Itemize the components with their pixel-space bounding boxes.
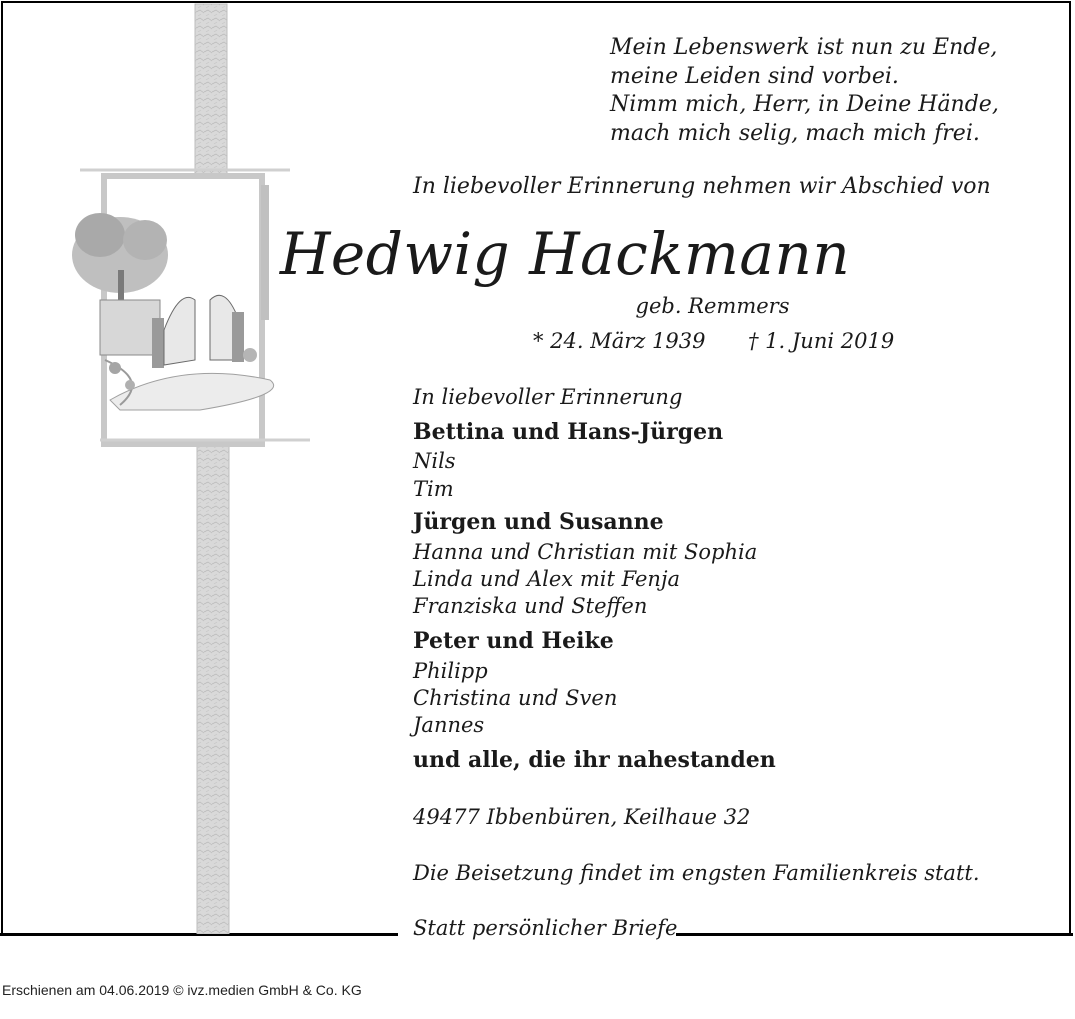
poem-line: Nimm mich, Herr, in Deine Hände, [610, 92, 999, 117]
family-group-heading: Bettina und Hans-Jürgen [413, 419, 724, 445]
maiden-name: geb. Remmers [635, 294, 790, 318]
family-member: Jannes [413, 713, 485, 737]
birth-date: * 24. März 1939 [533, 329, 706, 353]
poem-line: meine Leiden sind vorbei. [610, 63, 899, 89]
poem-line: mach mich selig, mach mich frei. [610, 120, 980, 146]
cross-garden-illustration [60, 0, 320, 934]
publication-footer: Erschienen am 04.06.2019 © ivz.medien GmbH & Co. KG [2, 982, 362, 998]
family-member: Linda und Alex mit Fenja [413, 567, 680, 591]
funeral-note: Die Beisetzung findet im engsten Familienkreis statt. [413, 861, 980, 885]
deceased-name: Hedwig Hackmann [279, 220, 851, 288]
family-member: Christina und Sven [413, 686, 618, 710]
family-member: Nils [413, 449, 456, 473]
bottom-rule-right [676, 933, 1073, 936]
letters-note: Statt persönlicher Briefe [413, 916, 678, 940]
family-group-heading: Jürgen und Susanne [413, 509, 664, 535]
poem-line: Mein Lebenswerk ist nun zu Ende, [610, 35, 998, 60]
intro-line: In liebevoller Erinnerung nehmen wir Abschied von [413, 174, 991, 199]
address: 49477 Ibbenbüren, Keilhaue 32 [413, 805, 751, 829]
family-member: Tim [413, 477, 454, 501]
memory-line: In liebevoller Erinnerung [413, 385, 683, 409]
family-group-heading: Peter und Heike [413, 628, 614, 654]
family-member: Hanna und Christian mit Sophia [413, 540, 758, 564]
poem [610, 34, 999, 148]
closing-line: und alle, die ihr nahestanden [413, 747, 776, 773]
family-member: Philipp [413, 659, 488, 683]
family-member: Franziska und Steffen [413, 594, 648, 618]
death-date: † 1. Juni 2019 [748, 329, 895, 353]
